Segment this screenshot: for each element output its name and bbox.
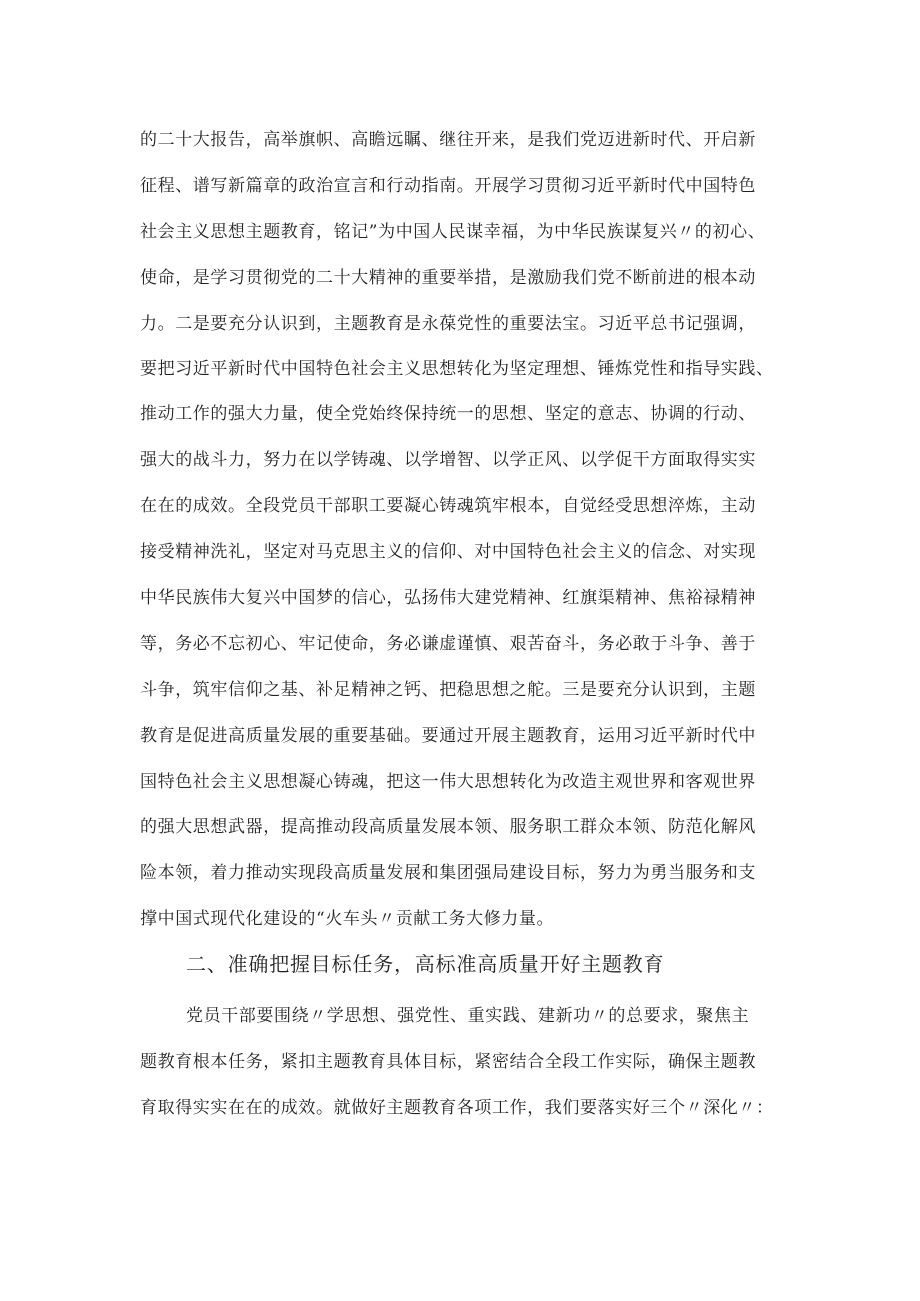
text-line: 题教育根本任务，紧扣主题教育具体目标，紧密结合全段工作实际，确保主题教 (140, 1052, 756, 1072)
text-line: 的强大思想武器，提高推动段高质量发展本领、服务职工群众本领、防范化解风 (140, 817, 756, 837)
text-line: 撑中国式现代化建设的“火车头〃贡献工务大修力量。 (140, 909, 555, 929)
text-line: 中华民族伟大复兴中国梦的信心，弘扬伟大建党精神、红旗渠精神、焦裕禄精神 (140, 588, 756, 608)
text-line: 推动工作的强大力量，使全党始终保持统一的思想、坚定的意志、协调的行动、 (140, 404, 756, 424)
text-line: 等，务必不忘初心、牢记使命，务必谦虚谨慎、艰苦奋斗，务必敢于斗争、善于 (140, 634, 756, 654)
text-line: 国特色社会主义思想凝心铸魂，把这一伟大思想转化为改造主观世界和客观世界 (140, 772, 756, 792)
text-line: 的二十大报告，高举旗帜、高瞻远瞩、继往开来，是我们党迈进新时代、开启新 (140, 130, 756, 150)
text-line: 党员干部要围绕〃学思想、强党性、重实践、建新功〃的总要求，聚焦主 (186, 1006, 750, 1026)
section-heading: 二、准确把握目标任务，高标准高质量开好主题教育 (186, 952, 665, 976)
text-line: 在在的成效。全段党员干部职工要凝心铸魂筑牢根本，自觉经受思想淬炼，主动 (140, 496, 756, 516)
text-line: 要把习近平新时代中国特色社会主义思想转化为坚定理想、锤炼党性和指导实践、 (140, 359, 774, 379)
text-line: 育取得实实在在的成效。就做好主题教育各项工作，我们要落实好三个〃深化〃： (140, 1098, 774, 1118)
text-line: 斗争，筑牢信仰之基、补足精神之钙、把稳思想之舵。三是要充分认识到，主题 (140, 680, 756, 700)
text-line: 接受精神洗礼，坚定对马克思主义的信仰、对中国特色社会主义的信念、对实现 (140, 542, 756, 562)
text-line: 使命，是学习贯彻党的二十大精神的重要举措，是激励我们党不断前进的根本动 (140, 268, 756, 288)
text-line: 险本领，着力推动实现段高质量发展和集团强局建设目标，努力为勇当服务和支 (140, 863, 756, 883)
text-line: 力。二是要充分认识到，主题教育是永葆党性的重要法宝。习近平总书记强调， (140, 314, 756, 334)
text-line: 征程、谱写新篇章的政治宣言和行动指南。开展学习贯彻习近平新时代中国特色 (140, 176, 756, 196)
text-line: 教育是促进高质量发展的重要基础。要通过开展主题教育，运用习近平新时代中 (140, 726, 756, 746)
text-line: 社会主义思想主题教育，铭记”为中国人民谋幸福，为中华民族谋复兴〃的初心、 (140, 222, 766, 242)
text-line: 强大的战斗力，努力在以学铸魂、以学增智、以学正风、以学促干方面取得实实 (140, 450, 756, 470)
